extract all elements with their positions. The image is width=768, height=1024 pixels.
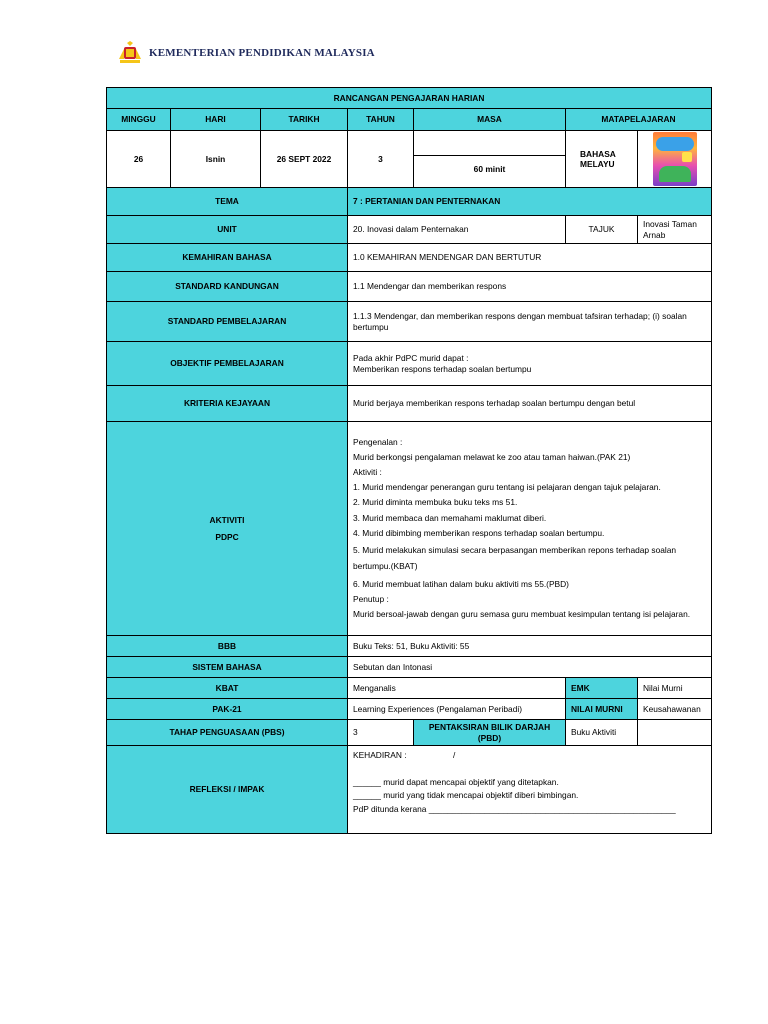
refleksi-line-1: ______ murid dapat mencapai objektif yang ditetapkan.	[353, 776, 559, 787]
bbb-value: Buku Teks: 51, Buku Aktiviti: 55	[348, 636, 712, 657]
tahap-value: 3	[348, 720, 414, 746]
aktiviti-line: Murid berkongsi pengalaman melawat ke zoo atau taman haiwan.(PAK 21)	[353, 452, 631, 463]
emk-value: Nilai Murni	[638, 678, 712, 699]
kbat-label: KBAT	[107, 678, 348, 699]
tema-value: 7 : PERTANIAN DAN PENTERNAKAN	[348, 188, 712, 216]
pbd-value: Buku Aktiviti	[566, 720, 638, 746]
nilai-murni-label: NILAI MURNI	[566, 699, 638, 720]
refleksi-label: REFLEKSI / IMPAK	[107, 746, 348, 834]
aktiviti-line: Pengenalan :	[353, 437, 403, 448]
kehadiran-line: KEHADIRAN : /	[353, 750, 456, 760]
minggu-header: MINGGU	[107, 109, 171, 131]
bbb-label: BBB	[107, 636, 348, 657]
sistem-label: SISTEM BAHASA	[107, 657, 348, 678]
aktiviti-line: 5. Murid melakukan simulasi secara berpasangan memberikan repons terhadap soalan bertumpu.(KBAT)	[353, 544, 677, 571]
objektif-label: OBJEKTIF PEMBELAJARAN	[107, 342, 348, 386]
aktiviti-label	[107, 422, 348, 636]
textbook-cover-image	[653, 132, 697, 186]
aktiviti-line: Murid bersoal-jawab dengan guru semasa guru membuat kesimpulan tentang isi pelajaran.	[353, 609, 691, 620]
masa-time-slot	[414, 135, 565, 156]
aktiviti-line: 1. Murid mendengar penerangan guru tentang isi pelajaran dengan tajuk pelajaran.	[353, 482, 661, 493]
aktiviti-label-2: PDPC	[215, 532, 239, 542]
pak21-label: PAK-21	[107, 699, 348, 720]
sk-value: 1.1 Mendengar dan memberikan respons	[348, 272, 712, 302]
title-cell: RANCANGAN PENGAJARAN HARIAN	[107, 88, 712, 109]
lesson-plan-table	[106, 87, 712, 834]
tema-label: TEMA	[107, 188, 348, 216]
objektif-line-2: Memberikan respons terhadap soalan bertumpu	[353, 363, 532, 374]
aktiviti-cell	[348, 422, 712, 636]
tajuk-value: Inovasi Taman Arnab	[638, 216, 712, 244]
tajuk-label: TAJUK	[566, 216, 638, 244]
tarikh-value: 26 SEPT 2022	[261, 131, 348, 188]
aktiviti-line: Penutup :	[353, 594, 389, 605]
aktiviti-label-1: AKTIVITI	[209, 514, 245, 525]
emk-label: EMK	[566, 678, 638, 699]
kemahiran-value: 1.0 KEMAHIRAN MENDENGAR DAN BERTUTUR	[348, 244, 712, 272]
kbat-value: Menganalis	[348, 678, 566, 699]
tahun-header: TAHUN	[348, 109, 414, 131]
unit-label: UNIT	[107, 216, 348, 244]
tahun-value: 3	[348, 131, 414, 188]
ministry-name: KEMENTERIAN PENDIDIKAN MALAYSIA	[149, 47, 375, 59]
aktiviti-line: 4. Murid dibimbing memberikan respons terhadap soalan bertumpu.	[353, 527, 605, 538]
sistem-value: Sebutan dan Intonasi	[348, 657, 712, 678]
kriteria-label: KRITERIA KEJAYAAN	[107, 386, 348, 422]
subject-value: BAHASA MELAYU	[566, 131, 638, 188]
pak21-value: Learning Experiences (Pengalaman Peribadi)	[348, 699, 566, 720]
pbd-empty	[638, 720, 712, 746]
minggu-value: 26	[107, 131, 171, 188]
pbd-label: PENTAKSIRAN BILIK DARJAH (PBD)	[414, 720, 566, 746]
book-cover-cell	[638, 131, 712, 188]
tarikh-header: TARIKH	[261, 109, 348, 131]
aktiviti-line: 6. Murid membuat latihan dalam buku aktiviti ms 55.(PBD)	[353, 579, 569, 590]
aktiviti-line: 2. Murid diminta membuka buku teks ms 51.	[353, 497, 518, 508]
masa-header: MASA	[414, 109, 566, 131]
aktiviti-line: Aktiviti :	[353, 467, 382, 478]
refleksi-line-2: ______ murid yang tidak mencapai objektif diberi bimbingan.	[353, 790, 579, 800]
hari-header: HARI	[171, 109, 261, 131]
sk-label: STANDARD KANDUNGAN	[107, 272, 348, 302]
kriteria-value: Murid berjaya memberikan respons terhadap soalan bertumpu dengan betul	[348, 386, 712, 422]
refleksi-cell	[348, 746, 712, 834]
page-header	[117, 40, 375, 66]
nilai-murni-value: Keusahawanan	[638, 699, 712, 720]
matapelajaran-header: MATAPELAJARAN	[566, 109, 712, 131]
masa-cell	[414, 131, 566, 188]
hari-value: Isnin	[171, 131, 261, 188]
refleksi-line-3: PdP ditunda kerana _____________________________________________________	[353, 803, 676, 814]
tahap-label: TAHAP PENGUASAAN (PBS)	[107, 720, 348, 746]
sp-value: 1.1.3 Mendengar, dan memberikan respons dengan membuat tafsiran terhadap; (i) soalan bertumpu	[348, 302, 712, 342]
objektif-line-1: Pada akhir PdPC murid dapat :	[353, 353, 469, 363]
aktiviti-line: 3. Murid membaca dan memahami maklumat diberi.	[353, 512, 547, 523]
sp-label: STANDARD PEMBELAJARAN	[107, 302, 348, 342]
kemahiran-label: KEMAHIRAN BAHASA	[107, 244, 348, 272]
objektif-cell	[348, 342, 712, 386]
malaysia-crest-icon	[117, 41, 143, 65]
unit-value: 20. Inovasi dalam Penternakan	[348, 216, 566, 244]
masa-value: 60 minit	[473, 164, 506, 175]
